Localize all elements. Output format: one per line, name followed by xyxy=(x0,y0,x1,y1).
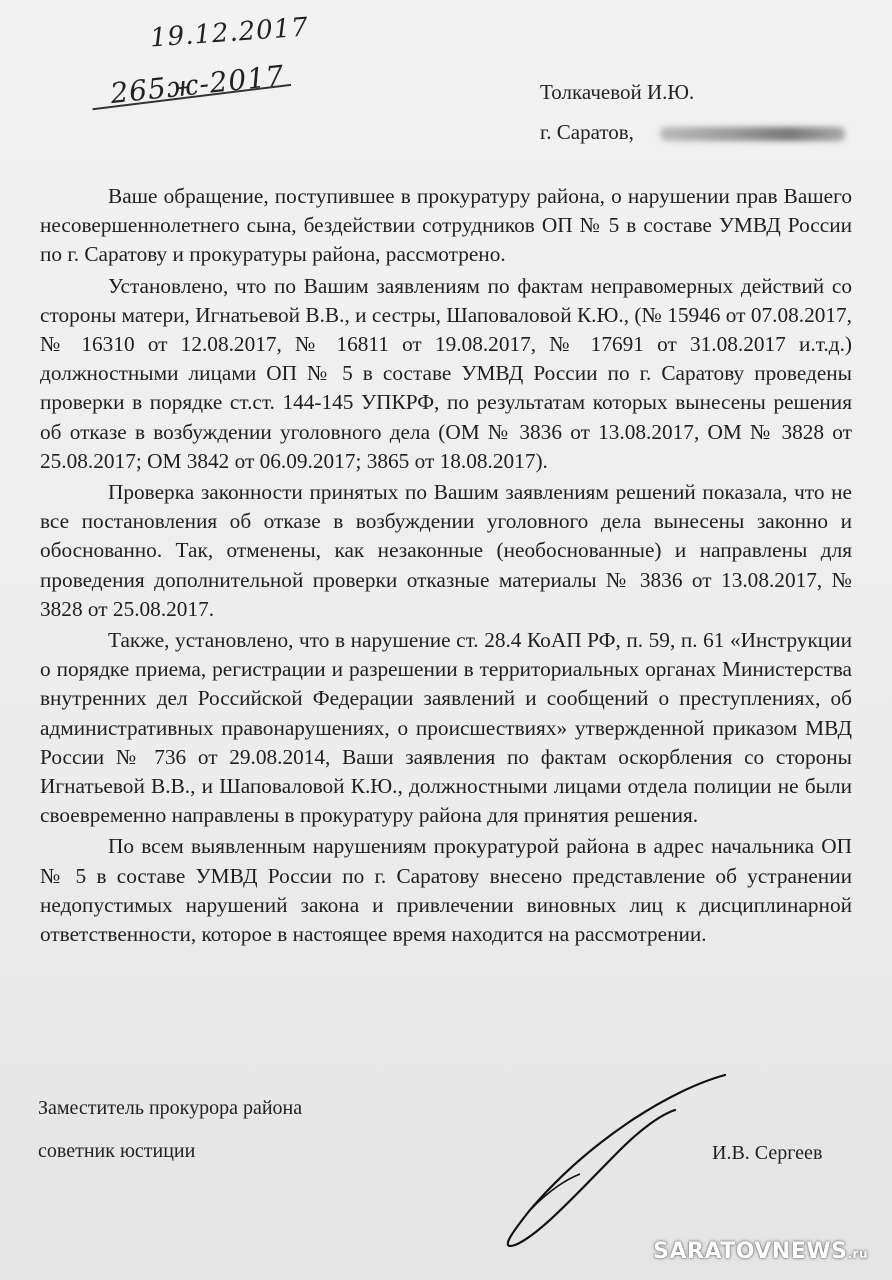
paragraph-2: Установлено, что по Вашим заявлениям по фактам неправомерных действий со стороны матери, Игнатьевой В.В., и сестры, Шаповаловой К.Ю., (№ 15946 от 07.08.2017, № 16310 от 12.08.2017, № 16811 от 19.08.2017, № 17691 от 31.08.2017 и.т.д.) должностными лицами ОП № 5 в составе УМВД России по г. Саратову проведены проверки в порядке ст.ст. 144-145 УПКРФ, по результатам которых вынесены решения об отказе в возбуждении уголовного дела (ОМ № 3836 от 13.08.2017, ОМ № 3828 от 25.08.2017; ОМ 3842 от 06.09.2017; 3865 от 18.08.2017). xyxy=(40,273,852,473)
paragraph-4: Также, установлено, что в нарушение ст. 28.4 КоАП РФ, п. 59, п. 61 «Инструкции о порядке приема, регистрации и разрешении в территориальных органах Министерства внутренних дел Российской Федерации заявлений и сообщений о преступлениях, об административных правонарушениях, о происшествиях» утвержденной приказом МВД России № 736 от 29.08.2014, Ваши заявления по фактам оскорбления со стороны Игнатьевой В.В., и Шаповаловой К.Ю., должностными лицами отдела полиции не были своевременно направлены в прокуратуру района для принятия решения. xyxy=(40,628,852,828)
paragraph-3: Проверка законности принятых по Вашим заявлениям решений показала, что не все постановления об отказе в возбуждении уголовного дела вынесены законно и обоснованно. Так, отменены, как незаконные (необоснованные) и направлены для проведения дополнительной проверки отказные материалы № 3836 от 13.08.2017, № 3828 от 25.08.2017. xyxy=(40,480,852,621)
watermark-main: SARATOVNEWS xyxy=(653,1239,848,1264)
redacted-address xyxy=(660,127,845,141)
signer-rank: советник юстиции xyxy=(38,1140,196,1162)
signer-name: И.В. Сергеев xyxy=(712,1142,823,1164)
addressee-name: Толкачевой И.Ю. xyxy=(540,80,695,104)
paragraph-5: По всем выявленным нарушениям прокуратурой района в адрес начальника ОП № 5 в составе УМВД России по г. Саратову внесено представление об устранении недопустимых нарушений закона и привлечении виновных лиц к дисциплинарной ответственности, которое в настоящее время находится на рассмотрении. xyxy=(40,834,852,947)
handwritten-reg-number: 265ж-2017 xyxy=(108,58,287,111)
handwritten-date: 19.12.2017 xyxy=(149,12,310,54)
addressee-city: г. Саратов, xyxy=(540,120,634,144)
letter-body xyxy=(40,182,852,949)
paragraph-1: Ваше обращение, поступившее в прокуратуру района, о нарушении прав Вашего несовершеннолетнего сына, бездействии сотрудников ОП № 5 в составе УМВД России по г. Саратову и прокуратуры района, рассмотрено. xyxy=(40,184,852,267)
watermark-suffix: .ru xyxy=(847,1247,868,1261)
signer-position: Заместитель прокурора района xyxy=(38,1097,303,1119)
site-watermark xyxy=(653,1239,868,1264)
handwritten-signature xyxy=(470,1070,740,1260)
